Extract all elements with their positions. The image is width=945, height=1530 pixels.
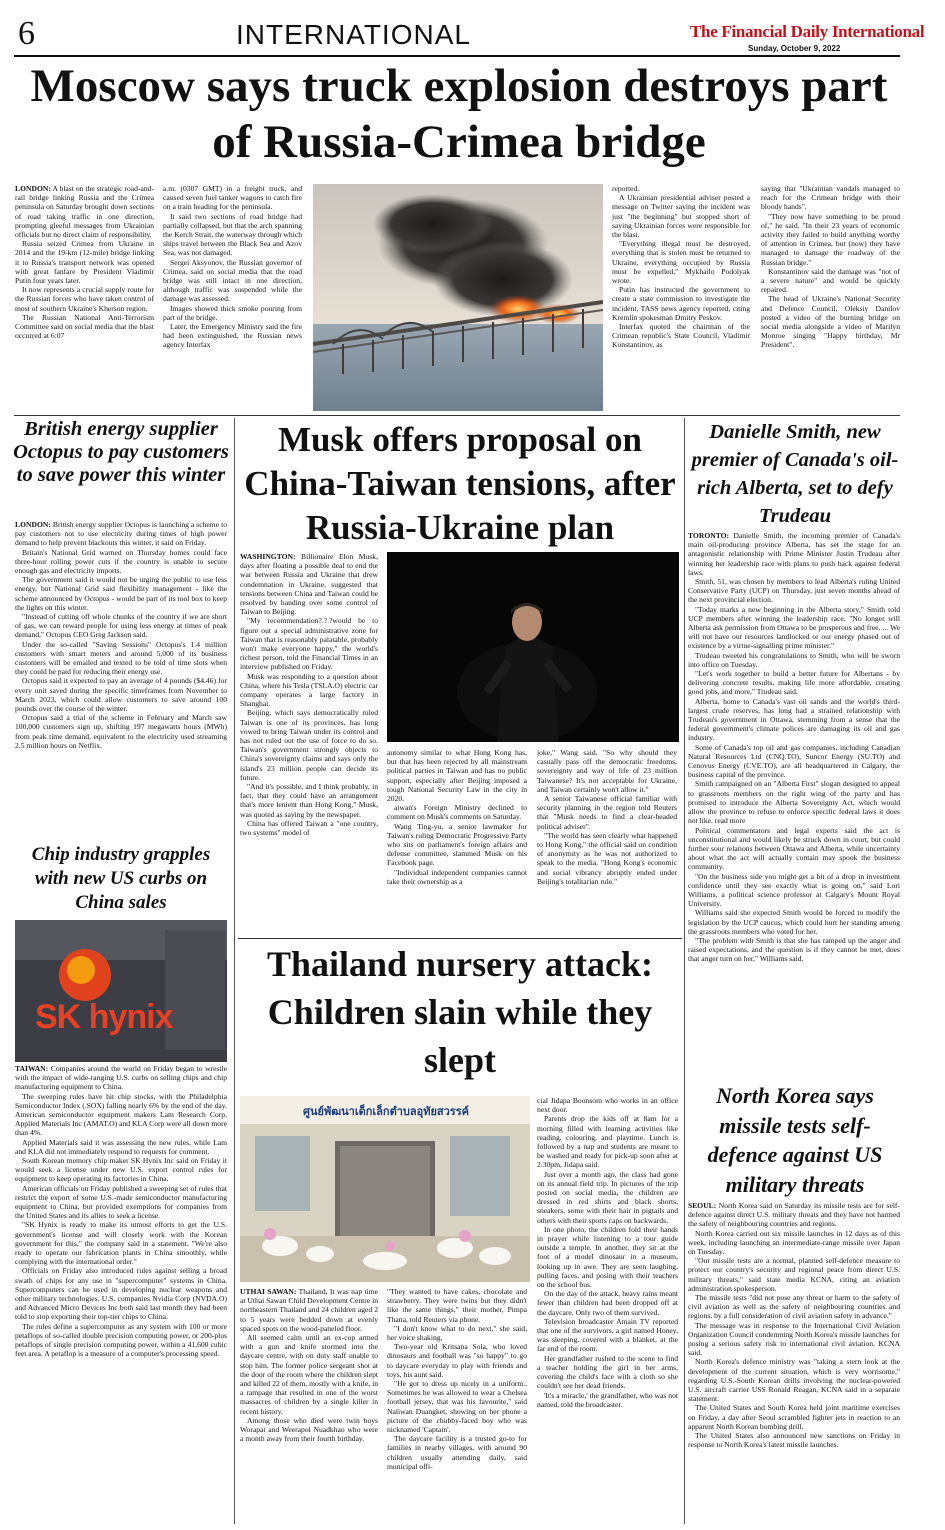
musk-col2-p4: "Individual independent companies cannot take their ownership as a (387, 867, 527, 886)
musk-col2-p1: autonomy similar to what Hong Kong has, but that has been rejected by all mainstream political parties in Taiwan and has no public support, especially after Beijing imposed a tough National Security Law in the city in 2020. (387, 748, 527, 804)
musk-p3: Musk was responding to a question about China, where his Tesla (TSLA.O) electric car company operates a large factory in Shanghai. (240, 671, 378, 709)
korea-p2: North Korea carried out six missile launches in 12 days as of this week, including launching an intermediate-range missile over Japan on Tuesday. (688, 1228, 900, 1257)
korea-p7: The United States and South Korea held joint maritime exercises on Friday, a day after Seoul scrambled fighter jets in reaction to an apparent North Korean bombing drill. (688, 1403, 900, 1431)
musk-col2-p3: Wang Ting-yu, a senior lawmaker for Taiwan's ruling Democratic Progressive Party who sits on parliament's foreign affairs and defense committee, slammed Musk on his Facebook page. (387, 821, 527, 868)
bridge-col4-p1: saying that "Ukrainian vandals managed to reach for the Crimean bridge with their bloody hands". (761, 184, 900, 212)
bridge-col3-p3: "Everything illegal must be destroyed, everything that is stolen must be returned to Ukraine, everything occupied by Russia must be expelled," Mykhailo Podolyak wrote. (612, 239, 750, 286)
korea-p1: North Korea said on Saturday its missile tests are for self-defence against direct U.S. military threats and they have not harmed the safety of neighbouring countries and regions. (688, 1201, 900, 1229)
chip-p5: American officials on Friday published a sweeping set of rules that restrict the export of some U.S.-made semiconductor manufacturing equipment to China, but provided exemptions for companies from the United States and its allies to seek a license. (15, 1183, 227, 1221)
musk-column-1: WASHINGTON: Billionaire Elon Musk, days after floating a possible deal to end the war between Russia and Ukraine that drew condemnation in Ukraine, suggested that tensions between China and Taiwan could be resolved by handing over some control of Taiwan to Beijing. "My recommendation?.?.?would be to figure out a special administrative zone for Taiwan that is reasonably palatable, probably won't make everyone happy," the world's richest person, told the Financial Times in an interview published on Friday. Musk was responding to a question about China, where his Tesla (TSLA.O) electric car company operates a large factory in Shanghai. Beijing, which says democratically ruled Taiwan is one of its provinces, has long vowed to bring Taiwan under its control and has not ruled out the use of force to do so. Taiwan's government strongly objects to China's sovereignty claims and says only the island's 23 million people can decide its future. "And it's possible, and I think probably, in fact, that they could have an arrangement that's more lenient than Hong Kong," Musk, was quoted as saying by the newspaper. China has offered Taiwan a "one country, two systems" model of (240, 552, 378, 838)
octopus-p2: Britain's National Grid warned on Thursday homes could face three-hour rolling power cuts if the country is unable to secure enough gas and electricity imports. (15, 547, 227, 576)
korea-p5: The message was in response to the International Civil Aviation Organization Council condemning North Korea's missile launches for posing a serious safety risk to international civil aviation, KCNA said. (688, 1320, 900, 1358)
bridge-col4-p4: The head of Ukraine's National Security and Defence Council, Oleksiy Danilov posted a video of the burning bridge on social media alongside a video of Marilyn Monroe singing "Happy birthday, Mr President". (761, 294, 900, 350)
sk-hynix-graphic (15, 920, 227, 1062)
issue-date: Sunday, October 9, 2022 (748, 44, 841, 53)
alberta-p5: "Let's work together to build a better future for Albertans - by delivering concrete results, making life more affordable, creating good jobs, and more," Trudeau said. (688, 669, 900, 697)
musk-col2-p2: aiwan's Foreign Ministry declined to comment on Musk's comments on Saturday. (387, 803, 527, 822)
sk-hynix-logo: SK hynix (35, 998, 173, 1036)
bridge-col4-p3: Konstantinov said the damage was "not of a severe nature" and would be quickly repaired. (761, 266, 900, 295)
alberta-p3: "Today marks a new beginning in the Alberta story," Smith told UCP members after winning the leadership race. "No longer will Alberta ask permission from Ottawa to be prosperous and free. ... We will not have our resources landlocked or our energy phased out of existence by a virtue-signalling prime minister." (688, 604, 900, 651)
alberta-headline: Danielle Smith, new premier of Canada's oil-rich Alberta, set to defy Trudeau (691, 421, 899, 527)
chip-p8: The rules define a supercomputer as any system with 100 or more petaflops of so-called double precision computing power, or 200-plus petaflops of single precision computing power, within a 41,600 cubic feet area. A petaflop is a measure of a computer's processing speed. (15, 1321, 227, 1359)
thailand-col1-p2: All seemed calm until an ex-cop armed with a gun and knife stormed into the daycare centre, with on duty staff unable to stop him. The former police sergeant shot at the door of the room where the children slept and killed 22 of them, mostly with a knife, in a rampage that resulted in one of the worst massacres of children by a single killer in recent history. (240, 1333, 378, 1416)
musk-photo-graphic (387, 552, 679, 742)
octopus-p5: Under the so-called "Saving Sessions" Octopus's 1.4 million customers with smart meters and around 5,000 of its business customers will be emailed and texted to be told of time slots when they could be paid for reducing their energy use. (15, 639, 227, 677)
chip-body: TAIWAN: Companies around the world on Friday began to wrestle with the impact of wide-ranging U.S. curbs on selling chips and chip manufacturing equipment to China. The sweeping rules have hit chip stocks, with the Philadelphia Semiconductor Index (.SOX) falling nearly 6% by the end of the day. American semiconductor equipment makers Lam Research Corp, Applied Materials Inc (AMAT.O) and KLA Corp were all down more than 4%. Applied Materials said it was assessing the new rules, while Lam and KLA did not immediately respond to requests for comment. South Korean memory chip maker SK Hynix Inc said on Friday it would seek a license under new U.S. export control rules for equipment to keep operating its factories in China. American officials on Friday published a sweeping set of rules that restrict the export of some U.S.-made semiconductor manufacturing equipment to China, but provided exemptions for companies from the United States and its allies to seek a license. "SK Hynix is ready to make its utmost efforts to get the U.S. government's license and will closely work with the Korean government for this," the company said in a statement. "We're also ready to operate our fabrication plants in China smoothly, while complying with the international order." Officials on Friday also introduced rules against selling a broad swath of chips for any use in "supercomputer" systems in China. Supercomputers can be used in developing nuclear weapons and other military technologies. U.S. companies Nvidia Corp (NVDA.O) and Advanced Micro Devices Inc both said last month they had been told to stop exporting their top-tier chips to China. The rules define a supercomputer as any system with 100 or more petaflops of so-called double precision computing power, or 200-plus petaflops of single precision computing power, within a 41,600 cubic feet area. A petaflop is a measure of a computer's processing speed. (15, 1064, 227, 1359)
thailand-headline: Thailand nursery attack: Children slain while they slept (266, 944, 654, 1080)
alberta-p9: Political commentators and legal experts said the act is unconstitutional and would likely be struck down in court, but could further sour relations between Ottawa and Alberta, while uncertainty about what the act will actually contain may spook the business community. (688, 825, 900, 872)
alberta-p4: Trudeau tweeted his congratulations to Smith, who will be sworn into office on Tuesday. (688, 650, 900, 669)
octopus-p7: Octopus said a trial of the scheme in February and March saw 100,000 customers sign up, shifting 197 megawatts hours (MWh) from peak time demand, equivalent to the electricity used streaming 2.5 million hours on Netflix. (15, 713, 227, 750)
left-column-divider (234, 418, 235, 1524)
alberta-p6: Alberta, home to Canada's vast oil sands and the world's third-largest crude reserves, has long had a strained relationship with Trudeau's government in Ottawa, stemming from a sense that the federal government's climate polices are damaging its oil and gas industry. (688, 696, 900, 743)
section-label: INTERNATIONAL (236, 19, 471, 50)
bridge-col2-p2: It said two sections of road bridge had partially collapsed, but that the arch spanning the Kerch Strait, the waterway through which ships travel between the Black Sea and Azov Sea, was not damaged. (163, 211, 302, 258)
chip-p1: Companies around the world on Friday began to wrestle with the impact of wide-ranging U.S. curbs on selling chips and chip manufacturing equipment to China. (15, 1064, 227, 1092)
bridge-col3-p5: Interfax quoted the chairman of the Crimean republic's State Council, Vladimir Konstantinov, as (612, 322, 750, 350)
nursery-photo (240, 1096, 530, 1282)
masthead-rule (14, 55, 900, 57)
bridge-explosion-photo (313, 184, 603, 411)
bridge-col3-p4: Putin has instructed the government to create a state commission to investigate the incident, TASS news agency reported, citing Kremlin spokesman Dmitry Peskov. (612, 285, 750, 322)
nursery-sign: ศูนย์พัฒนาเด็กเล็กตำบลอุทัยสวรรค์ (303, 1105, 469, 1118)
thailand-col2-p4: "He got to dress up nicely in a uniform.. Sometimes he was allowed to wear a Chelsea football jersey, that was his favourite," said Naliwan Duangket, showing on her phone a picture of the chubby-faced boy who was nicknamed 'Captain'. (387, 1379, 527, 1435)
thailand-col3-p3: Just over a month ago, the class had gone on its annual field trip. In pictures of the trip posted on social media, the children are dressed in red shirts and black shorts, sneakers, some with their hair in pigtails and others with their sports caps on backwards. (537, 1169, 678, 1225)
chip-headline: Chip industry grapples with new US curbs on China sales (31, 844, 211, 913)
chip-p4: South Korean memory chip maker SK Hynix Inc said on Friday it would seek a license under new U.S. export control rules for equipment to keep operating its factories in China. (15, 1156, 227, 1184)
thailand-col2-p2: "I don't know what to do next," she said, her voice shaking. (387, 1323, 527, 1343)
alberta-body: TORONTO: Danielle Smith, the incoming premier of Canada's main oil-producing province Alberta, has set the stage for an antagonistic relationship with Prime Minister Justin Trudeau after winning her leadership race with plans to push back against federal laws. Smith, 51, was chosen by members to lead Alberta's ruling United Conservative Party (UCP) on Thursday, just seven months ahead of the next provincial election. "Today marks a new beginning in the Alberta story," Smith told UCP members after winning the leadership race. "No longer will Alberta ask permission from Ottawa to be prosperous and free. ... We will not have our resources landlocked or our energy phased out of existence by a virtue-signalling prime minister." Trudeau tweeted his congratulations to Smith, who will be sworn into office on Tuesday. "Let's work together to build a better future for Albertans - by delivering concrete results, making life more affordable, creating good jobs, and more," Trudeau said. Alberta, home to Canada's vast oil sands and the world's third-largest crude reserves, has long had a strained relationship with Trudeau's government in Ottawa, stemming from a sense that the federal government's climate polices are damaging its oil and gas industry. Some of Canada's top oil and gas companies, including Canadian Natural Resources Ltd (CNQ.TO), Suncor Energy (SU.TO) and Cenovus Energy (CVE.TO), are all headquartered in Calgary, the business capital of the province. Smith campaigned on an "Alberta First" slogan designed to appeal to grassroots members on the right wing of the party and has promised to introduce the Alberta Sovereignty Act, which would allow the province to refuse to enforce specific federal laws it does not like. read more Political commentators and legal experts said the act is unconstitutional and would likely be struck down in court, but could further sour relations between Ottawa and Alberta, while uncertainty about what the act will actually contain may spook the business community. "On the business side you might get a bit of a drop in investment confidence until they see exactly what is going on," said Lori Williams, a political science professor at Calgary's Mount Royal University. Williams said she expected Smith would be forced to modify the legislation by the UCP caucus, which could hurt her standing among the grassroots members who voted for her. "The problem with Smith is that she has ramped up the anger and raised expectations, and the question is if they cannot be met, does that anger turn on her," Williams said. (688, 531, 900, 964)
octopus-headline: British energy supplier Octopus to pay customers to save power this winter (13, 418, 229, 486)
musk-column-2 (387, 748, 527, 937)
alberta-p10: "On the business side you might get a bit of a drop in investment confidence until they see exactly what is going on," said Lori Williams, a political science professor at Calgary's Mount Royal University. (688, 871, 900, 909)
chip-p2: The sweeping rules have hit chip stocks, with the Philadelphia Semiconductor Index (.SOX) falling nearly 6% by the end of the day. American semiconductor equipment makers Lam Research Corp, Applied Materials Inc (AMAT.O) and KLA Corp were all down more than 4%. (15, 1091, 227, 1138)
page-number: 6 (18, 15, 35, 52)
bridge-col2-p4: Images showed thick smoke pouring from part of the bridge. (163, 303, 302, 322)
bridge-col3-p2: A Ukrainian presidential adviser posted a message on Twitter saying the incident was just "the beginning" but stopped short of saying Ukrainian forces were responsible for the blast. (612, 193, 750, 240)
bridge-col3-p1: reported. (612, 184, 640, 193)
alberta-p2: Smith, 51, was chosen by members to lead Alberta's ruling United Conservative Party (UCP) on Thursday, just seven months ahead of the next provincial election. (688, 577, 900, 605)
thailand-col3-p6: Television broadcaster Amain TV reported that one of the survivors, a girl named Honey, was sleeping, covered with a blanket, at the far end of the room. (537, 1316, 678, 1354)
musk-p1: Billionaire Elon Musk, days after floating a possible deal to end the war between Russia and Ukraine that drew condemnation in Ukraine, suggested that tensions between China and Taiwan could be resolved by handing over some control of Taiwan to Beijing. (240, 552, 378, 617)
octopus-p3: The government said it would not be urging the public to use less energy, but National Grid said flexibility management - like the scheme announced by Octopus - would be part of its tool box to keep the lights on this winter. (15, 575, 227, 612)
bridge-col2-p3: Sergei Aksyonov, the Russian governor of Crimea, said on social media that the road bridge was still intact in one direction, although traffic was suspended while the damage was assessed. (163, 257, 302, 304)
musk-photo (387, 552, 679, 742)
thailand-col3-p4: In one photo, the children fold their hands in prayer while listening to a tour guide outside a temple. In another, they sit at the foot of a model dinosaur in a museum, looking up in awe. They are seen laughing, pulling faces, and posing with their teachers on the school bus. (537, 1224, 678, 1290)
thailand-col2-p3: Two-year old Kritsana Sola, who loved dinosaurs and football was "so happy" to go to daycare everyday to play with friends and toys, his aunt said. (387, 1342, 527, 1379)
thailand-p1: Thailand, It was nap time at Uthai Sawan Child Development Centre in northeastern Thailand and 24 children aged 2 to 5 years were bedded down at evenly spaced spots on the wood-paneled floor. (240, 1287, 378, 1333)
korea-headline: North Korea says missile tests self-defence against US military threats (707, 1083, 883, 1197)
alberta-p7: Some of Canada's top oil and gas companies, including Canadian Natural Resources Ltd (CNQ.TO), Suncor Energy (SU.TO) and Cenovus Energy (CVE.TO), are all headquartered in Calgary, the business capital of the province. (688, 742, 900, 780)
bridge-col2-p1: a.m. (0307 GMT) in a freight truck, and caused seven fuel tanker wagons to catch fire on a train heading for the peninsula. (163, 184, 302, 212)
korea-p4: The missile tests "did not pose any threat or harm to the safety of civil aviation as well as the safety of neighbouring countries and regions, by a full consideration of civil aviation safety in advance." (688, 1293, 900, 1321)
korea-p3: "Our missile tests are a normal, planned self-defence measure to protect our country's security and regional peace from direct U.S. military threats," said state media KCNA, citing an aviation administration spokesperson. (688, 1256, 900, 1293)
musk-headline: Musk offers proposal on China-Taiwan tensions, after Russia-Ukraine plan (244, 420, 676, 547)
bridge-col1-p2: Russia seized Crimea from Ukraine in 2014 and the 19-km (12-mile) bridge linking it to Russia's transport network was opened with great fanfare by President Vladimir Putin four years later. (15, 239, 154, 286)
musk-col3-p1: joke," Wang said. "So why should they casually pass off the democratic freedoms, sovereignty and way of life of 23 million Taiwanese? It's not acceptable for Ukraine, and Taiwan certainly won't allow it." (537, 748, 677, 794)
bridge-col1-p3: It now represents a crucial supply route for the Russian forces who have taken control of most of southern Ukraine's Kherson region. (15, 285, 154, 313)
bridge-col1-p4: The Russian National Anti-Terrorism Committee said on social media that the blast occurred at 6:07 (15, 312, 154, 341)
octopus-body: LONDON: British energy supplier Octopus is launching a scheme to pay customers not to use electricity during times of high power demand to help prevent blackouts this winter, it said on Friday. Britain's National Grid warned on Thursday homes could face three-hour rolling power cuts if the country is unable to secure enough gas and electricity imports. The government said it would not be urging the public to use less energy, but National Grid said flexibility management - like the scheme announced by Octopus - would be part of its tool box to keep the lights on this winter. "Instead of cutting off whole chunks of the country if we are short of gas, we can reward people for using less energy at times of peak demand," Octopus CEO Greg Jackson said. Under the so-called "Saving Sessions" Octopus's 1.4 million customers with smart meters and around 5,000 of its business customers will be emailed and texted to be told of time slots when they could be paid for reducing their energy use. Octopus said it expected to pay an average of 4 pounds ($4.46) for every unit saved during the specific timeframes from November to March 2023, which could allow customers to save around 100 pounds over the course of the winter. Octopus said a trial of the scheme in February and March saw 100,000 customers sign up, shifting 197 megawatts hours (MWh) from peak time demand, equivalent to the electricity used streaming 2.5 million hours on Netflix. (15, 520, 227, 750)
alberta-p12: "The problem with Smith is that she has ramped up the anger and raised expectations, and the question is if they cannot be met, does that anger turn on her," Williams said. (688, 935, 900, 964)
paper-name: The Financial Daily International (690, 22, 925, 41)
thailand-col3-p1: cial Jidapa Boonsom who works in an office next door. (537, 1096, 678, 1115)
musk-p4: Beijing, which says democratically ruled Taiwan is one of its provinces, has long vowed to bring Taiwan under its control and has not ruled out the use of force to do so. Taiwan's government strongly objects to China's sovereignty claims and says only the island's 23 million people can decide its future. (240, 708, 378, 782)
bridge-headline: Moscow says truck explosion destroys part of Russia-Crimea bridge (30, 60, 888, 168)
musk-column-3 (537, 748, 677, 937)
nursery-photo-graphic (240, 1096, 530, 1282)
bridge-column-2 (163, 184, 302, 414)
octopus-p6: Octopus said it expected to pay an average of 4 pounds ($4.46) for every unit saved during the specific timeframes from November to March 2023, which could allow customers to save around 100 pounds over the course of the winter. (15, 676, 227, 714)
alberta-p8: Smith campaigned on an "Alberta First" slogan designed to appeal to grassroots members on the right wing of the party and has promised to introduce the Alberta Sovereignty Act, which would allow the province to refuse to enforce specific federal laws it does not like. read more (688, 779, 900, 826)
musk-bottom-rule (238, 938, 682, 939)
korea-p6: North Korea's defence ministry was "taking a stern look at the development of the current situation, which is very worrisome," regarding U.S.-South Korean drills involving the nuclear-powered U.S. aircraft carrier USS Ronald Reagan, KCNA said in a separate statement. (688, 1357, 900, 1404)
bridge-col4-p2: "They now have something to be proud of," he said. "In their 23 years of economic activity they failed to build anything worthy of attention in Crimea, but (now) they have managed to damage the roadway of the Russian bridge." (761, 211, 900, 267)
thailand-col3-p7: Her grandfather rushed to the scene to find a teacher holding the girl in her arms, covering the child's face with a cloth so she couldn't see her dead friends. (537, 1353, 678, 1391)
chip-p7: Officials on Friday also introduced rules against selling a broad swath of chips for any use in "supercomputer" systems in China. Supercomputers can be used in developing nuclear weapons and other military technologies. U.S. companies Nvidia Corp (NVDA.O) and Advanced Micro Devices Inc both said last month they had been told to stop exporting their top-tier chips to China. (15, 1266, 227, 1322)
bridge-column-1: LONDON: A blast on the strategic road-and-rail bridge linking Russia and the Crimea peninsula on Saturday brought down sections of road taking traffic in one direction, prompting gleeful messages from Ukrainian officials but no direct claim of responsibility. Russia seized Crimea from Ukraine in 2014 and the 19-km (12-mile) bridge linking it to Russia's transport network was opened with great fanfare by President Vladimir Putin four years later. It now represents a crucial supply route for the Russian forces who have taken control of most of southern Ukraine's Kherson region. The Russian National Anti-Terrorism Committee said on social media that the blast occurred at 6:07 (15, 184, 154, 341)
korea-p8: The United States also announced new sanctions on Friday in response to North Korea's latest missile launches. (688, 1431, 900, 1450)
thailand-column-2 (387, 1287, 527, 1524)
chip-p3: Applied Materials said it was assessing the new rules, while Lam and KLA did not immediately respond to requests for comment. (15, 1137, 227, 1156)
thailand-col3-p5: On the day of the attack, heavy rains meant fewer than children had been dropped off at the daycare. Only two of them survived. (537, 1289, 678, 1317)
alberta-p11: Williams said she expected Smith would be forced to modify the legislation by the UCP caucus, which could hurt her standing among the grassroots members who voted for her. (688, 908, 900, 936)
bridge-photo-graphic (313, 184, 603, 411)
right-column-divider (684, 418, 685, 1524)
alberta-p1: Danielle Smith, the incoming premier of Canada's main oil-producing province Alberta, has set the stage for an antagonistic relationship with Prime Minister Justin Trudeau after winning her leadership race with plans to push back against federal laws. (688, 531, 900, 577)
musk-col3-p3: "The world has seen clearly what happened to Hong Kong," the official said on condition of anonymity as he was not authorized to speak to the media. "Hong Kong's economic and social vibrancy abruptly ended under Beijing's totalitarian rule." (537, 830, 677, 886)
thailand-column-3 (537, 1096, 678, 1524)
thailand-column-1: UTHAI SAWAN: Thailand, It was nap time at Uthai Sawan Child Development Centre in northeastern Thailand and 24 children aged 2 to 5 years were bedded down at evenly spaced spots on the wood-paneled floor. All seemed calm until an ex-cop armed with a gun and knife stormed into the daycare centre, with on duty staff unable to stop him. The former police sergeant shot at the door of the room where the children slept and killed 22 of them, mostly with a knife, in a rampage that resulted in one of the worst massacres of children by a single killer in recent history. Among those who died were twin boys Worapat and Weerapol Nuadkhao who were a month away from their fourth birthday. (240, 1287, 378, 1444)
thailand-col3-p8: 'It's a miracle,' the grandfather, who was not named, told the broadcaster. (537, 1390, 678, 1409)
thailand-col2-p5: The daycare facility is a trusted go-to for families in nearby villages, with around 90 children usually attending daily, said municipal offi- (387, 1434, 527, 1471)
bridge-col2-p5: Later, the Emergency Ministry said the fire had been extinguished, the Russian news agency Interfax (163, 322, 302, 350)
octopus-p1: British energy supplier Octopus is launching a scheme to pay customers not to use electricity during times of high power demand to help prevent blackouts this winter, it said on Friday. (15, 520, 227, 548)
octopus-p4: "Instead of cutting off whole chunks of the country if we are short of gas, we can reward people for using less energy at times of peak demand," Octopus CEO Greg Jackson said. (15, 612, 227, 640)
chip-p6: "SK Hynix is ready to make its utmost efforts to get the U.S. government's license and will closely work with the Korean government for this," the company said in a statement. "We're also ready to operate our fabrication plants in China smoothly, while complying with the international order." (15, 1220, 227, 1267)
musk-p2: "My recommendation?.?.?would be to figure out a special administrative zone for Taiwan that is reasonably palatable, probably won't make everyone happy," the world's richest person, told the Financial Times in an interview published on Friday. (240, 616, 378, 672)
bridge-column-4 (761, 184, 900, 414)
thailand-col3-p2: Parents drop the kids off at 8am for a morning filled with learning activities like reading, colouring, and playtime. Lunch is followed by a nap and students are meant to be washed and ready for pick-up soon after at 2.30pm, Jidapa said. (537, 1114, 678, 1170)
bridge-bottom-rule (14, 415, 900, 416)
thailand-col2-p1: "They wanted to have cakes, chocolate and strawberry. They were twins but they didn't like the same things," their mother, Pimpa Thana, told Reuters via phone. (387, 1287, 527, 1324)
bridge-col1-p1: A blast on the strategic road-and-rail bridge linking Russia and the Crimea peninsula on Saturday brought down sections of road taking traffic in one direction, prompting gleeful messages from Ukrainian officials but no direct claim of responsibility. (15, 184, 154, 240)
musk-p6: China has offered Taiwan a "one country, two systems" model of (240, 818, 378, 838)
musk-p5: "And it's possible, and I think probably, in fact, that they could have an arrangement that's more lenient than Hong Kong," Musk, was quoted as saying by the newspaper. (240, 782, 378, 819)
sk-hynix-photo (15, 920, 227, 1062)
korea-body: SEOUL: North Korea said on Saturday its missile tests are for self-defence against direct U.S. military threats and they have not harmed the safety of neighbouring countries and regions. North Korea carried out six missile launches in 12 days as of this week, including launching an intermediate-range missile over Japan on Tuesday. "Our missile tests are a normal, planned self-defence measure to protect our country's security and regional peace from direct U.S. military threats," said state media KCNA, citing an aviation administration spokesperson. The missile tests "did not pose any threat or harm to the safety of civil aviation as well as the safety of neighbouring countries and regions, by a full consideration of civil aviation safety in advance." The message was in response to the International Civil Aviation Organization Council condemning North Korea's missile launches for posing a serious safety risk to international civil aviation, KCNA said. North Korea's defence ministry was "taking a stern look at the development of the current situation, which is very worrisome," regarding U.S.-South Korean drills involving the nuclear-powered U.S. aircraft carrier USS Ronald Reagan, KCNA said in a separate statement. The United States and South Korea held joint maritime exercises on Friday, a day after Seoul scrambled fighter jets in reaction to an apparent North Korean bombing drill. The United States also announced new sanctions on Friday in response to North Korea's latest missile launches. (688, 1201, 900, 1450)
thailand-col1-p3: Among those who died were twin boys Worapat and Weerapol Nuadkhao who were a month away from their fourth birthday. (240, 1415, 378, 1444)
bridge-column-3 (612, 184, 750, 414)
musk-col3-p2: A senior Taiwanese official familiar with security planning in the region told Reuters that "Musk needs to find a clear-headed political adviser". (537, 794, 677, 831)
